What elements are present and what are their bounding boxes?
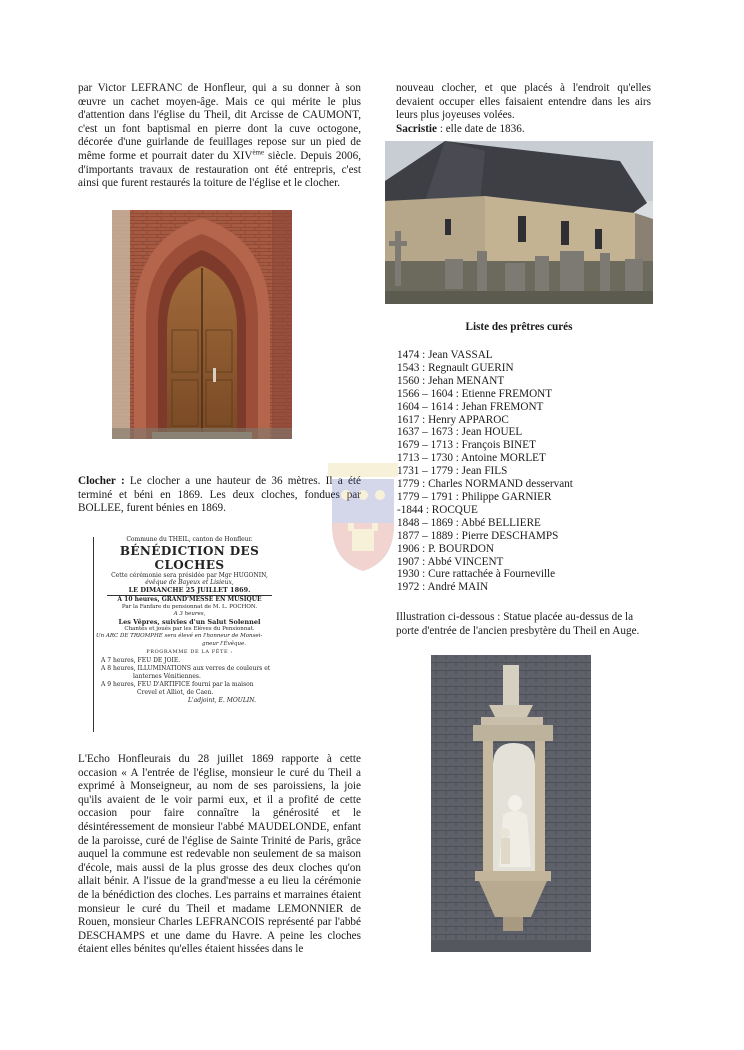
right-intro-paragraph: nouveau clocher, et que placés à l'endroit qu'elles devaient occuper elles faisaient entendre dans les airs leurs plus joyeuses volées. Sacristie : elle date de 1836.	[396, 82, 651, 135]
list-item: 1713 – 1730 : Antoine MORLET	[397, 452, 546, 465]
clipping-line: Un ARC DE TRIOMPHE sera élevé en l'honneur de Monsei-	[96, 633, 263, 639]
list-item: 1617 : Henry APPAROC	[397, 413, 509, 426]
clipping-headline: BÉNÉDICTION DES CLOCHES	[119, 544, 260, 572]
clipping-line: Chantés et joués par les Elèves du Pensionnat.	[124, 626, 255, 632]
clipping-line: PROGRAMME DE LA FÊTE :	[146, 649, 233, 655]
list-item: 1779 : Charles NORMAND desservant	[397, 478, 573, 491]
church-portal-photo	[112, 210, 292, 439]
clipping-line: Cette cérémonie sera présidée par Mgr HUGONIN,	[111, 572, 268, 579]
list-item: 1679 – 1713 : François BINET	[397, 439, 536, 452]
list-item: 1560 : Jehan MENANT	[397, 374, 505, 387]
list-item: 1930 : Cure rattachée à Fourneville	[397, 568, 556, 581]
list-item: -1844 : ROCQUE	[397, 503, 478, 516]
list-item: 1877 – 1889 : Pierre DESCHAMPS	[397, 529, 559, 542]
illustration-caption: Illustration ci-dessous : Statue placée au-dessus de la porte d'entrée de l'ancien presbytère du Theil en Auge.	[396, 611, 640, 637]
list-item: 1543 : Regnault GUERIN	[397, 361, 514, 374]
clocher-paragraph: Clocher : Le clocher a une hauteur de 36 mètres. Il a été terminé et béni en 1869. Les deux cloches, fondues par BOLLEE, furent bénies en 1869.	[78, 475, 361, 515]
clipping-line: lanternes Vénitiennes.	[133, 673, 201, 680]
clipping-line: Crevel et Alliot, de Caen.	[137, 689, 214, 696]
echo-paragraph: L'Echo Honfleurais du 28 juillet 1869 rapporte à cette occasion « A l'entrée de l'église, monsieur le curé du Theil a exprimé à Monseigneur, au nom de ses paroissiens, la joie qu'ils avaient de le voir parmi eux, et il a profité de cette occasion pour faire connaître la générosité et le désintéressement de monsieur l'abbé MAUDELONDE, enfant de la paroisse, curé de l'église de Sainte Trinité de Paris, grâce auquel la commune est redevable non seulement de sa maison d'école, mais aussi de la plus grosse des deux cloches qu'on allait bénir. A l'issue de la grand'messe a eu lieu la cérémonie de la bénédiction des cloches. Les parrains et marraines étaient monsieur le curé du Theil et madame LEMONNIER de Rouen, monsieur Charles LEFRANCOIS représenté par l'abbé DESCHAMPS et une dame du Havre. A peine les cloches étaient elles bénites qu'elles étaient hissées dans le	[78, 753, 361, 956]
list-item: 1906 : P. BOURDON	[397, 542, 494, 555]
priests-list-title: Liste des prêtres curés	[465, 321, 573, 333]
clipping-line: A 10 heures, GRAND'MESSE EN MUSIQUE	[117, 596, 262, 603]
clipping-line: A 3 heures,	[173, 611, 206, 617]
intro-paragraph: par Victor LEFRANC de Honfleur, qui a su donner à son œuvre un cachet moyen-âge. Mais ce qui mérite le plus d'attention dans l'église du Theil, dit Arcisse de CAUMONT, c'est un font baptismal en pierre dont la cuve octogone, décorée d'une guirlande de feuillages repose sur un pied de même forme et pourrait dater du XIVème siècle. Depuis 2006, d'importants travaux de restauration ont été entrepris, c'est ainsi que furent restaurés la toiture de l'église et le clocher.	[78, 82, 361, 190]
list-item: 1566 – 1604 : Etienne FREMONT	[397, 387, 553, 400]
clipping-line: gneur l'Évêque.	[202, 641, 246, 647]
clipping-border-left	[93, 537, 94, 732]
clipping-line: A 7 heures, FEU DE JOIE.	[101, 657, 181, 664]
clipping-line: A 9 heures, FEU D'ARTIFICE fourni par la maison	[101, 681, 254, 688]
clipping-line: Les Vêpres, suivies d'un Salut Solennel	[118, 618, 261, 626]
clipping-line: évêque de Bayeux et Lisieux,	[145, 579, 234, 586]
statue-photo	[431, 655, 591, 952]
newspaper-clipping	[93, 531, 286, 734]
list-item: 1972 : André MAIN	[397, 581, 489, 594]
clipping-line: L'adjoint, E. MOULIN.	[188, 697, 256, 704]
sacristie-photo	[385, 141, 653, 304]
clipping-line: Commune du THEIL, canton de Honfleur.	[126, 536, 253, 543]
list-item: 1637 – 1673 : Jean HOUEL	[397, 426, 523, 439]
list-item: 1779 – 1791 : Philippe GARNIER	[397, 490, 552, 503]
coat-of-arms-watermark	[322, 463, 404, 573]
list-item: 1604 – 1614 : Jehan FREMONT	[397, 400, 544, 413]
clipping-line: Par la Fanfare du pensionnat de M. L. POCHON.	[121, 604, 258, 610]
list-item: 1474 : Jean VASSAL	[397, 349, 493, 361]
clipping-line: A 8 heures, ILLUMINATIONS aux verres de couleurs et	[101, 665, 271, 672]
list-item: 1848 – 1869 : Abbé BELLIERE	[397, 516, 541, 529]
priests-list	[397, 349, 573, 594]
list-item: 1731 – 1779 : Jean FILS	[397, 465, 508, 478]
list-item: 1907 : Abbé VINCENT	[397, 555, 504, 568]
clipping-line: LE DIMANCHE 25 JUILLET 1869.	[107, 586, 272, 596]
